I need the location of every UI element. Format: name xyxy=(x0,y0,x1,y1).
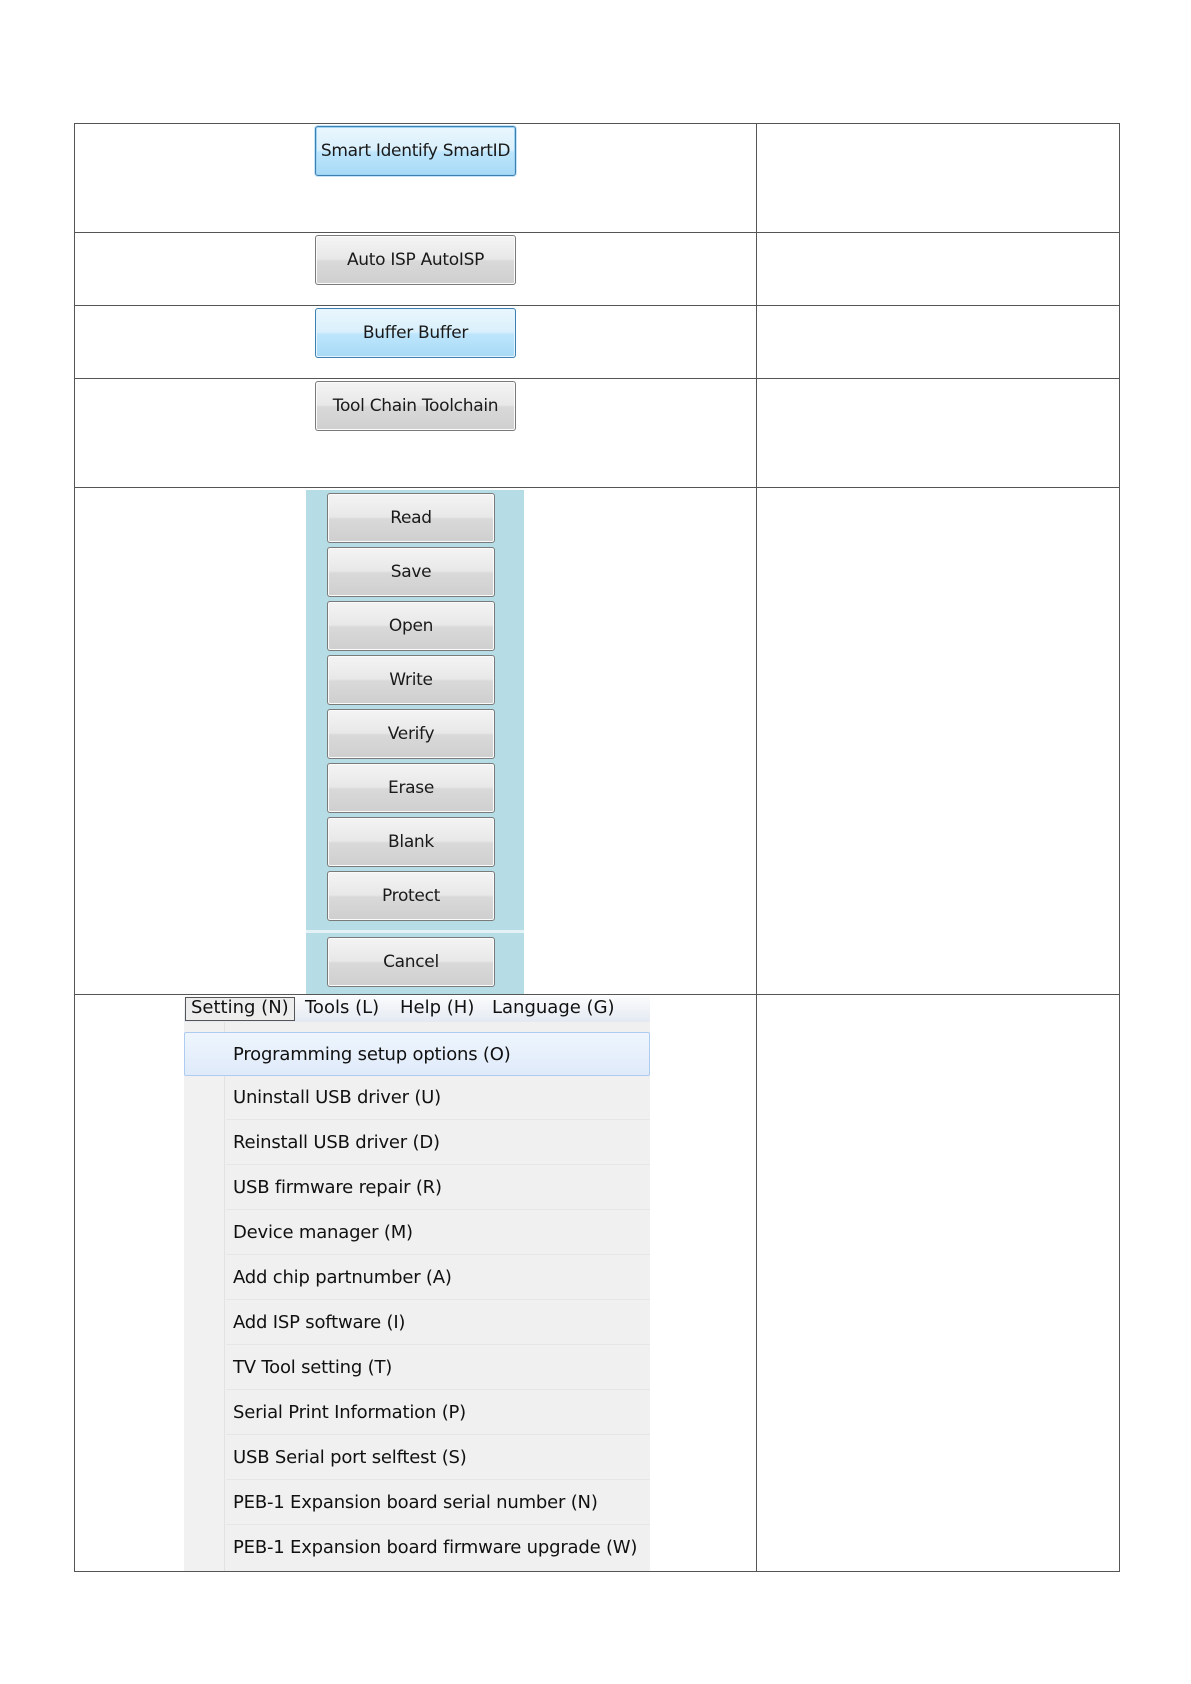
menu-item-add-isp-software[interactable] xyxy=(184,1301,650,1345)
protect-button[interactable]: Protect xyxy=(327,871,495,921)
read-button[interactable]: Read xyxy=(327,493,495,543)
operation-toolbar xyxy=(306,490,524,994)
menu-item-serial-print-information[interactable] xyxy=(184,1391,650,1435)
save-button[interactable]: Save xyxy=(327,547,495,597)
menu-item-label: Uninstall USB driver (U) xyxy=(233,1087,441,1108)
menu-item-programming-setup[interactable] xyxy=(184,1032,650,1076)
menu-item-tv-tool-setting[interactable] xyxy=(184,1346,650,1390)
smart-identify-button[interactable]: Smart Identify SmartID xyxy=(315,126,516,176)
menu-item-label: PEB-1 Expansion board serial number (N) xyxy=(233,1492,598,1513)
menu-item-reinstall-usb-driver[interactable] xyxy=(184,1121,650,1165)
table-row-divider xyxy=(74,994,1120,995)
menu-item-label: Add ISP software (I) xyxy=(233,1312,406,1333)
write-button[interactable]: Write xyxy=(327,655,495,705)
menu-item-add-chip-partnumber[interactable] xyxy=(184,1256,650,1300)
menu-item-uninstall-usb-driver[interactable] xyxy=(184,1076,650,1120)
buffer-button[interactable]: Buffer Buffer xyxy=(315,308,516,358)
open-button[interactable]: Open xyxy=(327,601,495,651)
erase-button[interactable]: Erase xyxy=(327,763,495,813)
menu-item-label: Serial Print Information (P) xyxy=(233,1402,466,1423)
menu-item-usb-firmware-repair[interactable] xyxy=(184,1166,650,1210)
menu-item-peb1-firmware-upgrade[interactable] xyxy=(184,1526,650,1570)
menu-bar xyxy=(184,996,650,1023)
verify-button[interactable]: Verify xyxy=(327,709,495,759)
menu-item-label: TV Tool setting (T) xyxy=(233,1357,393,1378)
table-column-divider xyxy=(756,123,757,1572)
menu-item-label: USB Serial port selftest (S) xyxy=(233,1447,467,1468)
menu-language[interactable]: Language (G) xyxy=(492,997,615,1018)
settings-menu-screenshot xyxy=(184,996,650,1571)
menu-item-label: USB firmware repair (R) xyxy=(233,1177,442,1198)
setting-dropdown xyxy=(184,1022,650,1571)
tool-chain-button[interactable]: Tool Chain Toolchain xyxy=(315,381,516,431)
menu-tools[interactable]: Tools (L) xyxy=(305,997,380,1018)
blank-button[interactable]: Blank xyxy=(327,817,495,867)
menu-item-label: PEB-1 Expansion board firmware upgrade (W) xyxy=(233,1537,638,1558)
menu-item-usb-serial-selftest[interactable] xyxy=(184,1436,650,1480)
table-row-divider xyxy=(74,232,1120,233)
menu-item-label: Device manager (M) xyxy=(233,1222,413,1243)
table-row-divider xyxy=(74,378,1120,379)
toolbar-separator xyxy=(306,930,524,933)
menu-help[interactable]: Help (H) xyxy=(400,997,475,1018)
table-row-divider xyxy=(74,305,1120,306)
menu-item-label: Add chip partnumber (A) xyxy=(233,1267,452,1288)
menu-item-label: Reinstall USB driver (D) xyxy=(233,1132,440,1153)
menu-setting[interactable]: Setting (N) xyxy=(185,997,295,1021)
table-row-divider xyxy=(74,487,1120,488)
menu-item-label: Programming setup options (O) xyxy=(233,1044,511,1065)
menu-item-peb1-serial-number[interactable] xyxy=(184,1481,650,1525)
menu-item-device-manager[interactable] xyxy=(184,1211,650,1255)
auto-isp-button[interactable]: Auto ISP AutoISP xyxy=(315,235,516,285)
cancel-button[interactable]: Cancel xyxy=(327,937,495,987)
